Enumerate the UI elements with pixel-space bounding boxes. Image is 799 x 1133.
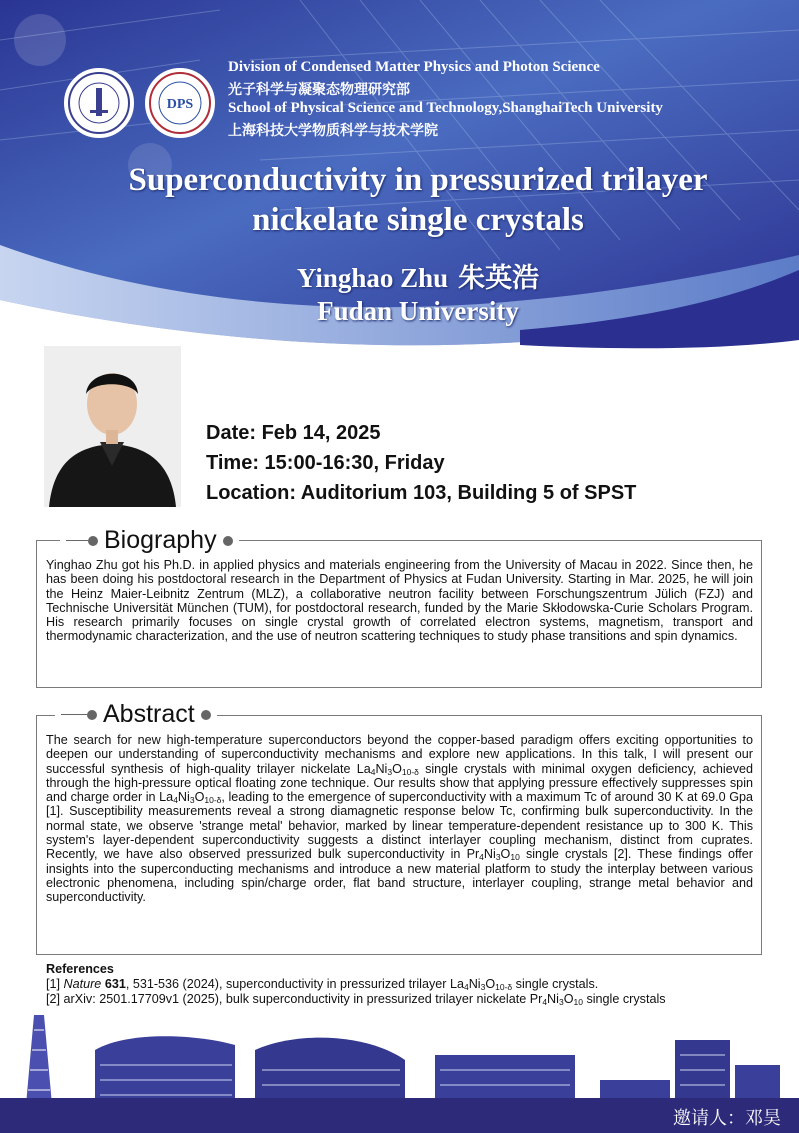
speaker-name — [230, 262, 606, 295]
abstract-part: The search for new high-temperature superconductors beyond the copper-based paradigm offers exciting opportunities to deepen our understanding of superconductivity mechanisms and explore new applications. In this talk, I will present our successful synthesis of high-quality trilayer nickelate — [46, 733, 753, 776]
dcmpps-logo — [145, 68, 215, 138]
abstract-part: , leading to the emergence of superconductivity with a maximum Tc of around 30 K at 69.0 Gpa [1]. Susceptibility measurements reveal a strong diamagnetic response below Tc, confirming bulk superconductivity. In the normal state, we observe 'strange metal' behavior, marked by linear temperature-dependent resistance up to 300 K. This system's layer-dependent superconductivity suggests a distinct interlayer coupling mechanism, distinct from cuprates. Recently, we have also observed pressurized bulk superconductivity in — [46, 790, 753, 862]
talk-title — [60, 160, 776, 240]
heading-dot — [223, 536, 233, 546]
heading-dot — [88, 536, 98, 546]
abstract-part: single crystals with minimal oxygen deficiency, achieved through the high-pressure optical floating zone technique. Our results show that applying pressure effectively suppresses spin and charge order in — [46, 761, 754, 805]
campus-buildings-illustration — [0, 1010, 799, 1110]
inviter: 邀请人：邓昊 — [673, 1108, 781, 1129]
heading-rule — [61, 714, 87, 715]
abstract-text — [46, 733, 753, 905]
event-time: Time: 15:00-16:30, Friday — [206, 452, 445, 474]
school-name-cn: 上海科技大学物质科学与技术学院 — [228, 123, 438, 139]
heading-dot — [87, 710, 97, 720]
biography-text: Yinghao Zhu got his Ph.D. in applied physics and materials engineering from the University of Macau in 2022. Since then, he has been doing his postdoctoral research in the Department of Physics at Fudan University. Starting in Mar. 2025, he will join the Heinz Maier-Leibnitz Zentrum (MLZ), a collaborative neutron facility between Forschungszentrum Jülich (FZJ) and Technische Universität München (TUM), for postdoctoral research, funded by the Marie Skłodowska-Curie Scholars Program. His research primarily focuses on single crystal growth of correlated electron systems, magnetism, transport and thermodynamic characterization, and the use of neutron scattering techniques to study phase transitions and spin dynamics. — [46, 558, 753, 644]
heading-dot — [201, 710, 211, 720]
abstract-part: single crystals [2]. These findings offer insights into the superconducting mechanisms and introduce a new material platform to study the interplay between various electronic phenomena, including spin/charge order, flat band structure, interlayer coupling, strange metal behavior and superconductivity. — [46, 847, 753, 905]
talk-title-line1: Superconductivity in pressurized trilayer — [128, 162, 708, 198]
reference-2: [2] arXiv: 2501.17709v1 (2025), bulk superconductivity in pressurized trilayer nickelate $Pr_4Ni_3O_{10}$ single crystals — [46, 992, 666, 1007]
reference-1: [1] Nature 631, 531-536 (2024), superconductivity in pressurized trilayer $La_4Ni_3O_{10-\delta}$ single crystals. — [46, 977, 599, 992]
school-name: School of Physical Science and Technology,ShanghaiTech University — [228, 100, 663, 116]
shanghaitech-logo — [64, 68, 134, 138]
biography-heading — [60, 526, 239, 556]
event-location: Location: Auditorium 103, Building 5 of SPST — [206, 482, 637, 504]
division-name: Division of Condensed Matter Physics and Photon Science — [228, 59, 600, 75]
talk-title-line2: nickelate single crystals — [252, 202, 584, 238]
speaker-affiliation: Fudan University — [317, 296, 519, 326]
header-banner — [0, 0, 799, 350]
biography-heading-label: Biography — [104, 526, 217, 554]
abstract-heading — [55, 700, 217, 730]
abstract-heading-label: Abstract — [103, 700, 195, 728]
event-date: Date: Feb 14, 2025 — [206, 422, 381, 444]
formula-la4ni3o10: $La_4Ni_3O_{10-\delta}$ — [159, 790, 222, 806]
division-name-cn: 光子科学与凝聚态物理研究部 — [228, 82, 410, 98]
references-heading: References — [46, 962, 114, 976]
formula-pr4ni3o10: $Pr_4Ni_3O_{10}$ — [466, 847, 520, 863]
formula-la4ni3o10: $La_4Ni_3O_{10-\delta}$ — [356, 761, 419, 777]
speaker-name-cn: 朱英浩 — [458, 263, 540, 294]
heading-rule — [66, 540, 88, 541]
speaker-photo — [44, 346, 181, 507]
speaker-name-en: Yinghao Zhu — [296, 263, 449, 293]
svg-text:DPS: DPS — [166, 97, 194, 112]
references — [46, 962, 753, 1007]
